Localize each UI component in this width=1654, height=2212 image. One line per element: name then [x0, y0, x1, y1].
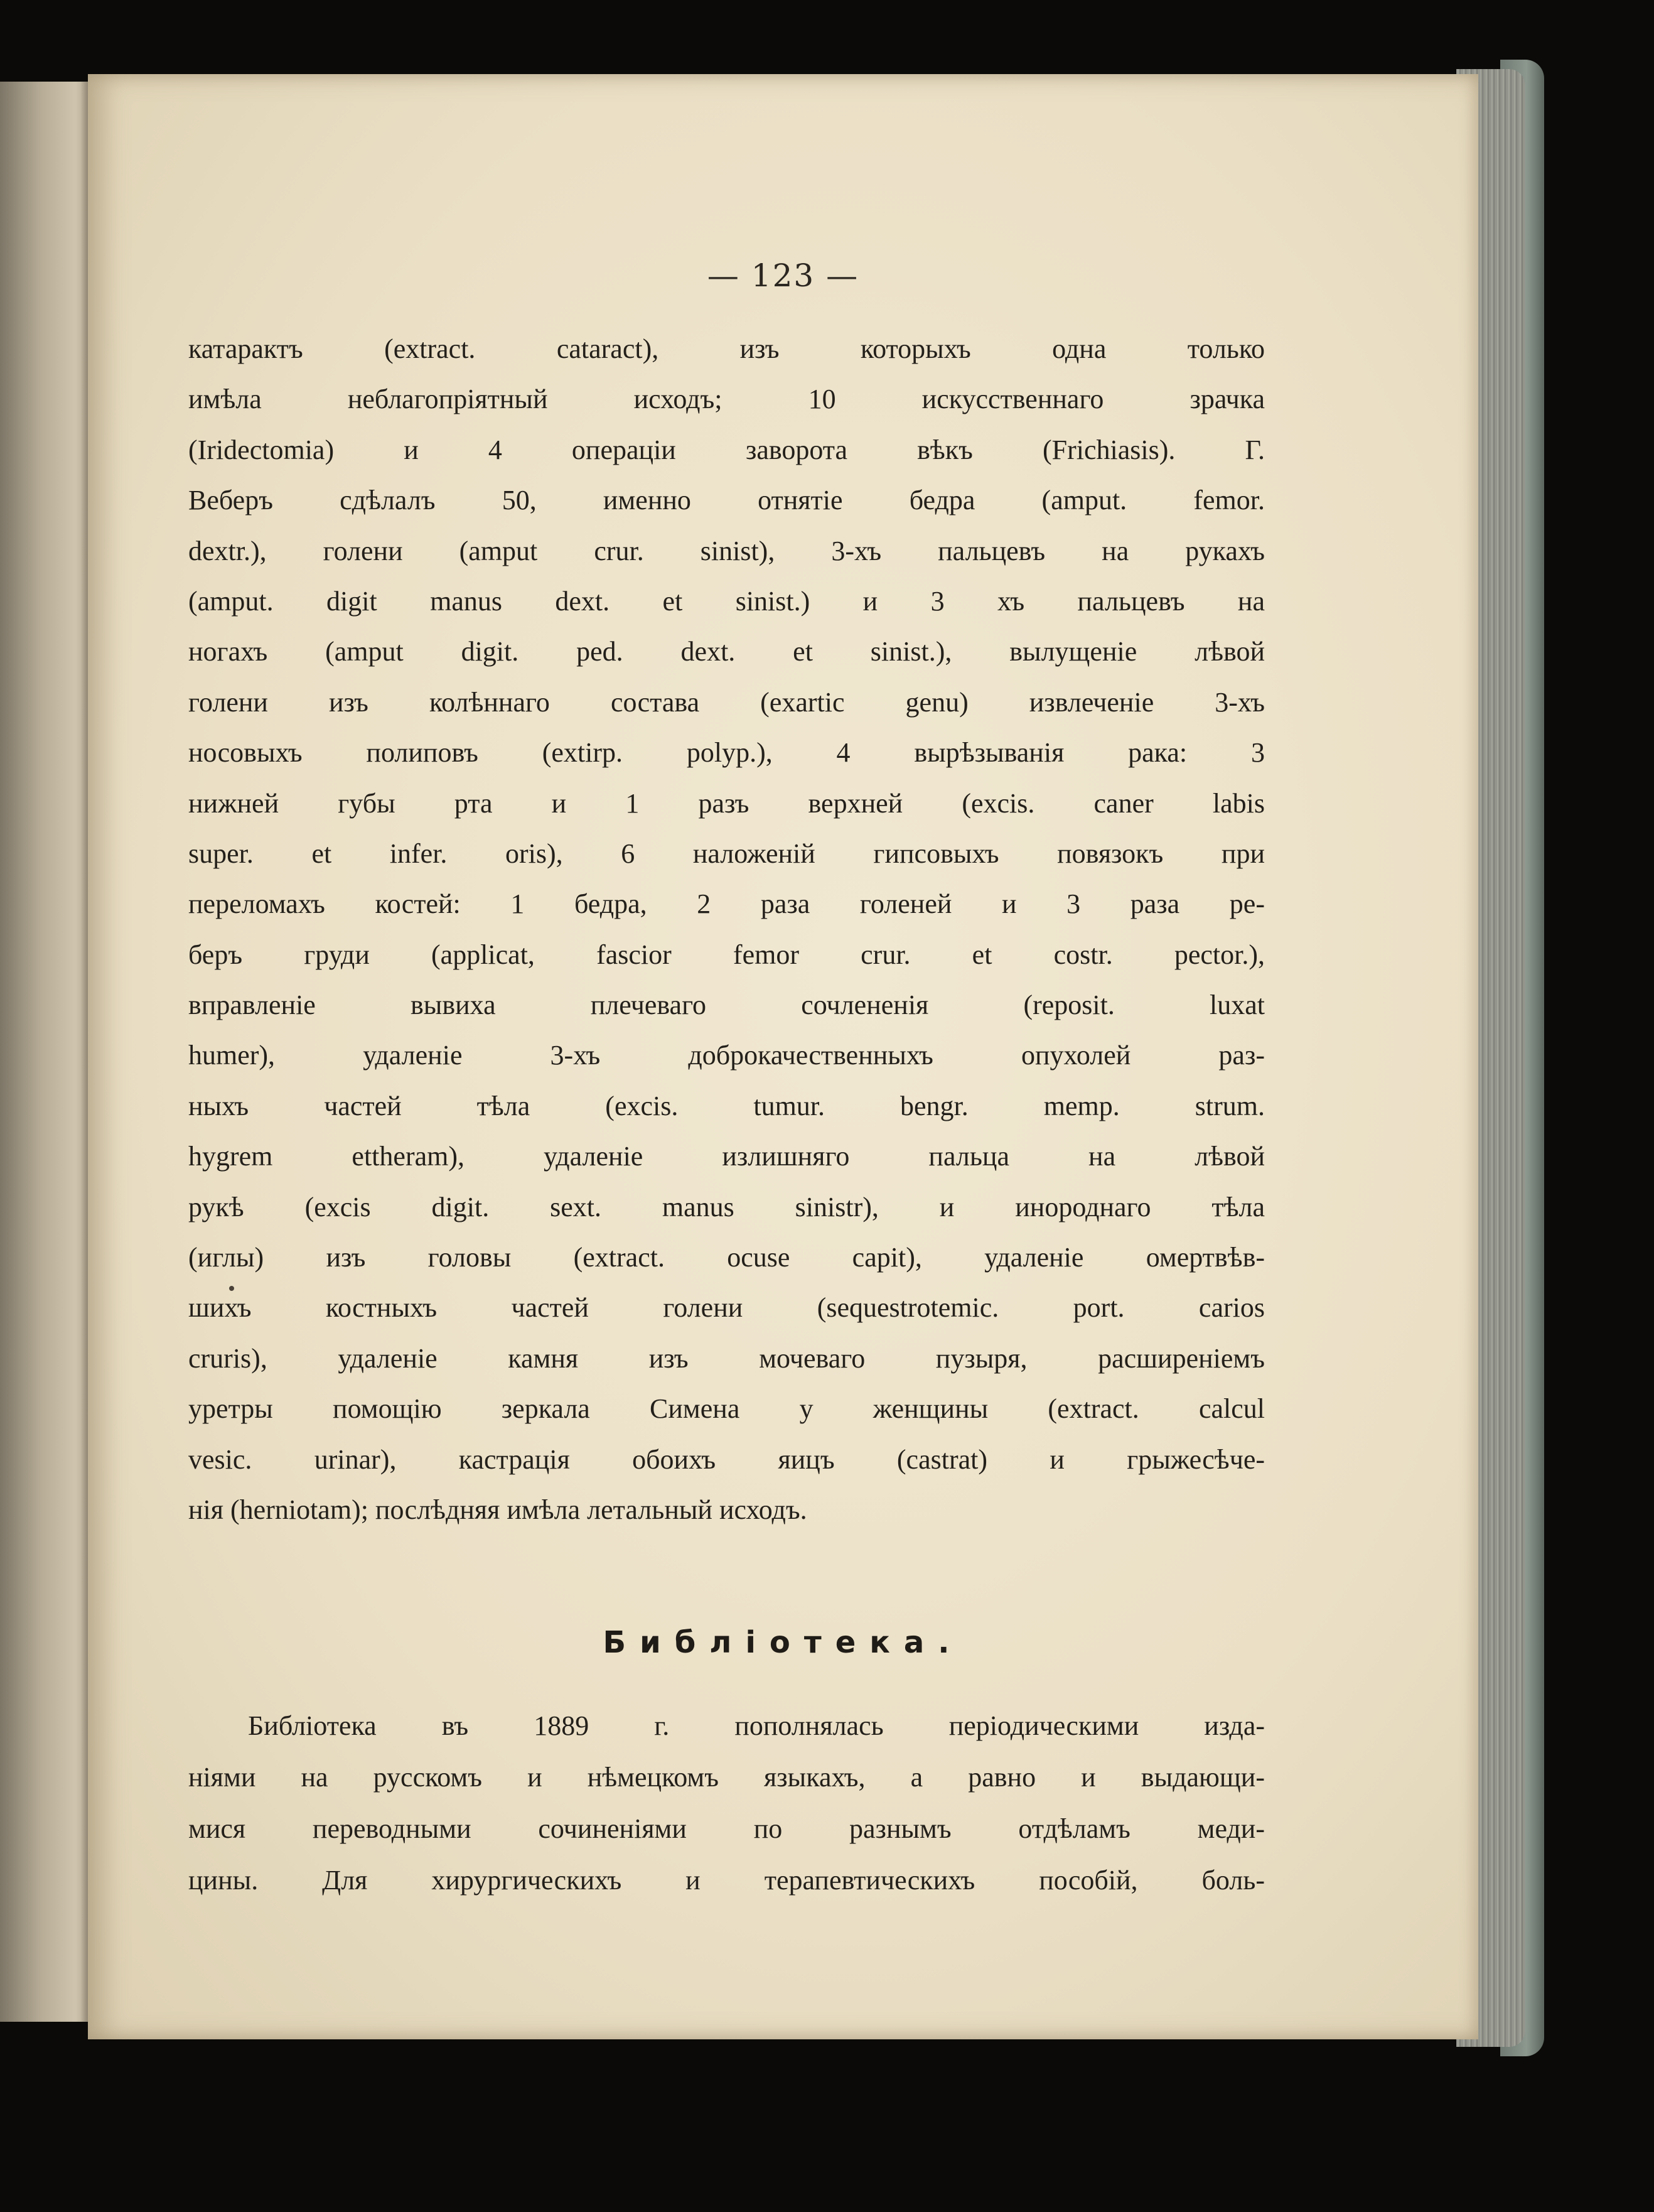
- text-line: ныхъ частей тѣла (excis. tumur. bengr. memp. strum.: [188, 1090, 1265, 1121]
- text-line: Библіотека въ 1889 г. пополнялась періодическими изда-: [248, 1710, 1265, 1741]
- paragraph-library: [188, 1700, 1265, 1906]
- text-line: (amput. digit manus dext. et sinist.) и 3 хъ пальцевъ на: [188, 585, 1265, 617]
- text-line: (Iridectomia) и 4 операціи заворота вѣкъ (Frichiasis). Г.: [188, 434, 1265, 465]
- text-line: ногахъ (amput digit. ped. dext. et sinist.), вылущеніе лѣвой: [188, 636, 1265, 667]
- text-line: Веберъ сдѣлалъ 50, именно отнятіе бедра (amput. femor.: [188, 485, 1265, 516]
- text-line: vesic. urinar), кастрація обоихъ яицъ (castrat) и грыжесѣче-: [188, 1443, 1265, 1475]
- right-page: [88, 74, 1478, 2039]
- text-line: уретры помощію зеркала Симена у женщины (extract. calcul: [188, 1393, 1265, 1425]
- text-line: hygrem ettheram), удаленіе излишняго пальца на лѣвой: [188, 1141, 1265, 1172]
- text-line: цины. Для хирургическихъ и терапевтическихъ пособій, боль-: [188, 1865, 1265, 1896]
- text-line: мися переводными сочиненіями по разнымъ отдѣламъ меди-: [188, 1813, 1265, 1844]
- text-line: шихъ костныхъ частей голени (sequestrotemic. port. carios: [188, 1292, 1265, 1324]
- text-line: катарактъ (extract. cataract), изъ которыхъ одна только: [188, 333, 1265, 364]
- left-page-edge: [0, 82, 94, 2022]
- text-line: super. et infer. oris), 6 наложеній гипсовыхъ повязокъ при: [188, 838, 1265, 869]
- text-line: dextr.), голени (amput crur. sinist), 3-хъ пальцевъ на рукахъ: [188, 535, 1265, 566]
- text-line: нія (herniotam); послѣдняя имѣла летальный исходъ.: [188, 1494, 807, 1525]
- text-line: беръ груди (applicat, fascior femor crur. et costr. pector.),: [188, 939, 1265, 970]
- text-line: ніями на русскомъ и нѣмецкомъ языкахъ, а равно и выдающи-: [188, 1762, 1265, 1793]
- text-line: голени изъ колѣннаго состава (exartic genu) извлеченіе 3-хъ: [188, 686, 1265, 718]
- paragraph-surgery-list: [188, 324, 1265, 1535]
- text-line: имѣла неблагопріятный исходъ; 10 искусственнаго зрачка: [188, 384, 1265, 415]
- ink-speck: [229, 1286, 234, 1291]
- text-line: нижней губы рта и 1 разъ верхней (excis. caner labis: [188, 787, 1265, 819]
- text-line: вправленіе вывиха плечеваго сочлененія (reposit. luxat: [188, 990, 1265, 1021]
- section-heading-library: Библіотека.: [603, 1625, 964, 1660]
- text-line: (иглы) изъ головы (extract. ocuse capit), удаленіе омертвѣв-: [188, 1242, 1265, 1273]
- page-number: — 123 —: [707, 257, 859, 294]
- text-line: humer), удаленіе 3-хъ доброкачественныхъ опухолей раз-: [188, 1040, 1265, 1071]
- text-line: cruris), удаленіе камня изъ мочеваго пузыря, расширеніемъ: [188, 1342, 1265, 1374]
- text-line: рукѣ (excis digit. sext. manus sinistr), и инороднаго тѣла: [188, 1191, 1265, 1222]
- text-line: переломахъ костей: 1 бедра, 2 раза голеней и 3 раза ре-: [188, 888, 1265, 920]
- text-line: носовыхъ полиповъ (extirp. polyp.), 4 вырѣзыванія рака: 3: [188, 737, 1265, 769]
